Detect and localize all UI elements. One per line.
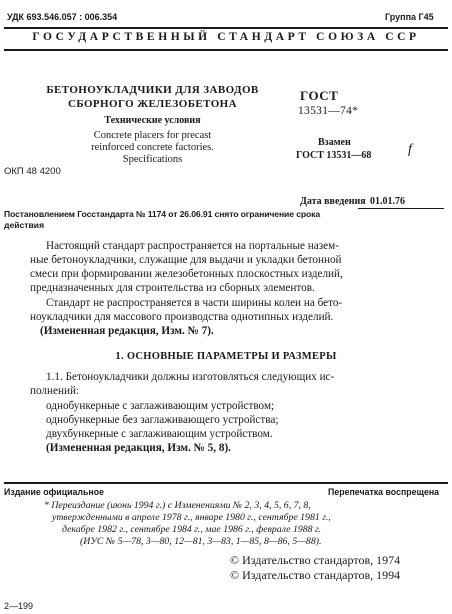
page-code: 2—199	[4, 601, 34, 611]
para1-line: смеси при формировании железобетонных плоскостных изделий,	[30, 268, 343, 280]
note-line: утвержденными в апреле 1978 г., январе 1980 г., сентябре 1981 г.,	[52, 512, 331, 523]
para1-line: предназначенных для строительства из сборных элементов.	[30, 282, 315, 294]
intro-date-value: 01.01.76	[370, 196, 405, 207]
group-code: Группа Г45	[385, 12, 434, 22]
okp-code: ОКП 48 4200	[4, 166, 61, 177]
copyright-1994: © Издательство стандартов, 1994	[230, 568, 401, 582]
margin-mark: f	[408, 142, 412, 157]
variant-item: однобункерные без заглаживающего устройства;	[46, 414, 279, 426]
resolution-line-1: Постановлением Госстандарта № 1174 от 26.06.91 снято ограничение срока	[4, 209, 321, 219]
header-rule-bottom	[4, 49, 448, 51]
para2-line: Стандарт не распространяется в части ширины колеи на бето-	[46, 297, 343, 309]
section-heading: 1. ОСНОВНЫЕ ПАРАМЕТРЫ И РАЗМЕРЫ	[115, 351, 337, 362]
gost-number: 13531—74*	[298, 105, 359, 117]
note-line: декабре 1982 г., сентябре 1984 г., мае 1986 г., феврале 1988 г.	[62, 524, 322, 535]
note-line: * Переиздание (июнь 1994 г.) с Изменениями № 2, 3, 4, 5, 6, 7, 8,	[44, 500, 311, 511]
state-standard-banner: ГОСУДАРСТВЕННЫЙ СТАНДАРТ СОЮЗА ССР	[32, 31, 420, 43]
title-en-line-2: reinforced concrete factories.	[91, 142, 214, 153]
gost-label: ГОСТ	[300, 88, 339, 103]
title-en-line-3: Specifications	[122, 154, 183, 165]
footer-rule	[4, 482, 448, 484]
replaces-number: ГОСТ 13531—68	[296, 150, 372, 161]
title-en-line-1: Concrete placers for precast	[93, 130, 212, 141]
resolution-line-2: действия	[4, 220, 45, 230]
para1-line: ные бетоноукладчики, служащие для выдачи и укладки бетонной	[30, 254, 342, 266]
udk-code: УДК 693.546.057 : 006.354	[7, 12, 118, 22]
copyright-1974: © Издательство стандартов, 1974	[230, 553, 401, 567]
reprint-prohibited: Перепечатка воспрещена	[328, 487, 440, 497]
header-rule-top	[4, 27, 448, 29]
intro-date-label: Дата введения	[300, 196, 366, 207]
official-edition: Издание официальное	[4, 487, 104, 497]
para2-line: ноукладчики для массового производства однотипных изделий.	[30, 311, 334, 323]
variant-item: однобункерные с заглаживающим устройством;	[46, 400, 275, 412]
para2-edit-note: (Измененная редакция, Изм. № 7).	[40, 325, 214, 337]
clause-line: полнений:	[30, 385, 80, 397]
variant-item: двухбункерные с заглаживающим устройством.	[46, 428, 273, 440]
para1-line: Настоящий стандарт распространяется на портальные назем-	[46, 240, 339, 252]
title-line-2: СБОРНОГО ЖЕЛЕЗОБЕТОНА	[68, 98, 237, 110]
clause-edit-note: (Измененная редакция, Изм. № 5, 8).	[46, 442, 231, 454]
subtitle-ru: Технические условия	[104, 115, 201, 126]
clause-line: 1.1. Бетоноукладчики должны изготовляться следующих ис-	[46, 371, 335, 383]
note-line: (ИУС № 5—78, 3—80, 12—81, 3—83, 1—85, 8—86, 5—88).	[80, 536, 322, 547]
replaces-label: Взамен	[318, 137, 351, 148]
title-line-1: БЕТОНОУКЛАДЧИКИ ДЛЯ ЗАВОДОВ	[46, 84, 259, 96]
